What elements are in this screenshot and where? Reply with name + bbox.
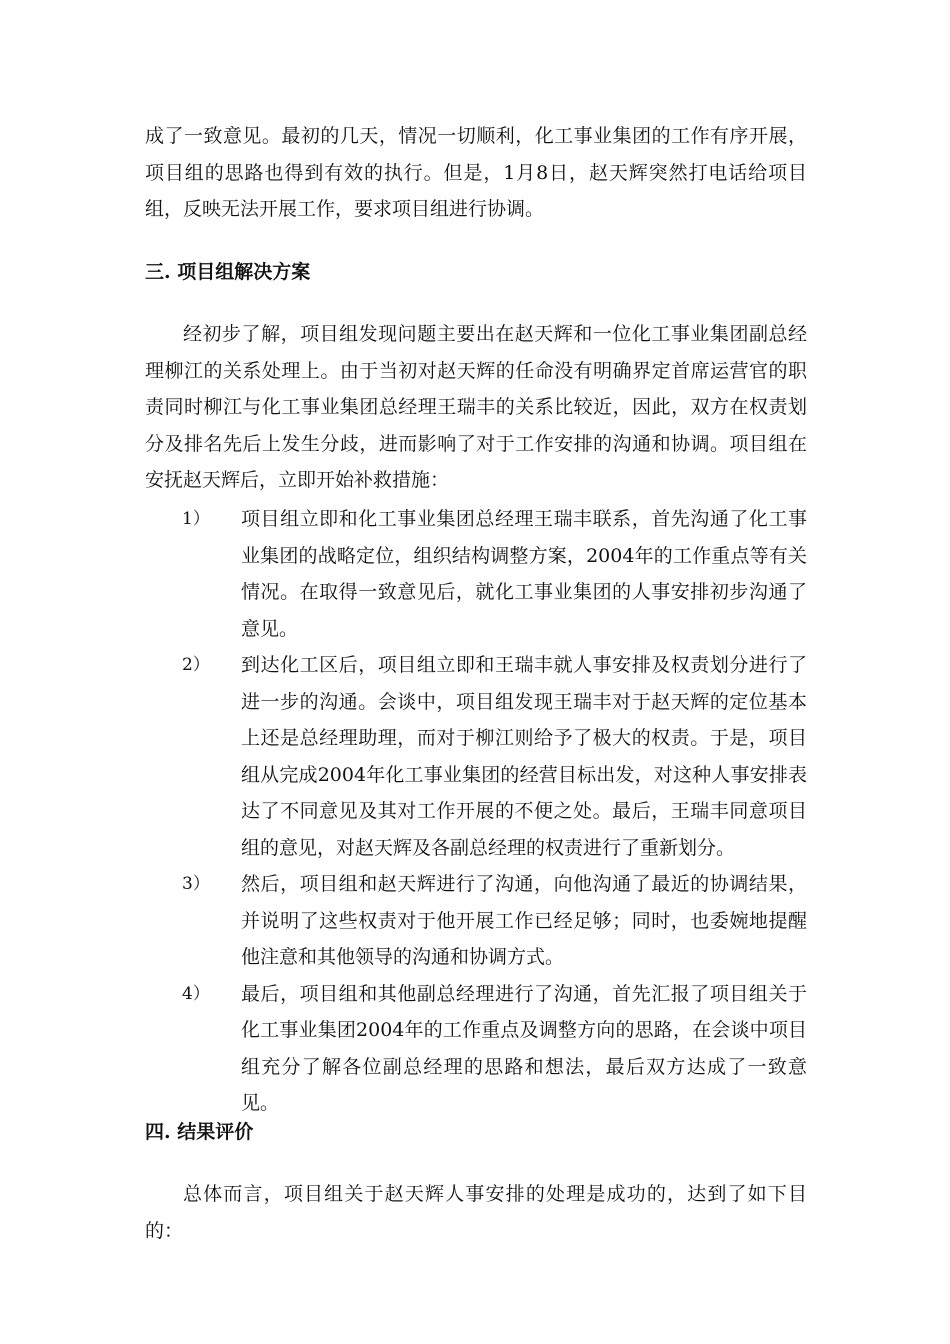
list-number: 2） bbox=[182, 655, 210, 675]
section-4-heading: 四. 结果评价 bbox=[145, 1121, 254, 1143]
section-3-heading: 三. 项目组解决方案 bbox=[145, 261, 311, 283]
list-item-text: 最后，项目组和其他副总经理进行了沟通，首先汇报了项目组关于化工事业集团2004年的工作重点及调整方向的思路，在会谈中项目组充分了解各位副总经理的思路和想法，最后双方达成了一致意见。 bbox=[241, 982, 807, 1114]
list-item-text: 然后，项目组和赵天辉进行了沟通，向他沟通了最近的协调结果，并说明了这些权责对于他开展工作已经足够；同时，也委婉地提醒他注意和其他领导的沟通和协调方式。 bbox=[241, 873, 807, 968]
list-item-3 bbox=[145, 866, 807, 976]
section-4-intro-paragraph: 总体而言，项目组关于赵天辉人事安排的处理是成功的，达到了如下目的： bbox=[145, 1183, 807, 1242]
remedial-measures-list bbox=[145, 501, 807, 1122]
list-number: 1） bbox=[182, 509, 210, 529]
list-item-text: 到达化工区后，项目组立即和王瑞丰就人事安排及权责划分进行了进一步的沟通。会谈中，项目组发现王瑞丰对于赵天辉的定位基本上还是总经理助理，而对于柳江则给予了极大的权责。于是，项目组从完成2004年化工事业集团的经营目标出发，对这种人事安排表达了不同意见及其对工作开展的不便之处。最后，王瑞丰同意项目组的意见，对赵天辉及各副总经理的权责进行了重新划分。 bbox=[241, 654, 807, 859]
list-item-2 bbox=[145, 647, 807, 866]
list-number: 3） bbox=[182, 874, 210, 894]
list-item-4 bbox=[145, 976, 807, 1122]
list-item-1 bbox=[145, 501, 807, 647]
list-number: 4） bbox=[182, 983, 210, 1004]
section-3-intro-paragraph: 经初步了解，项目组发现问题主要出在赵天辉和一位化工事业集团副总经理柳江的关系处理上。由于当初对赵天辉的任命没有明确界定首席运营官的职责同时柳江与化工事业集团总经理王瑞丰的关系比较近，因此，双方在权责划分及排名先后上发生分歧，进而影响了对于工作安排的沟通和协调。项目组在安抚赵天辉后，立即开始补救措施： bbox=[145, 323, 807, 491]
continued-paragraph: 成了一致意见。最初的几天，情况一切顺利，化工事业集团的工作有序开展，项目组的思路也得到有效的执行。但是，1月8日，赵天辉突然打电话给项目组，反映无法开展工作，要求项目组进行协调。 bbox=[145, 125, 807, 220]
list-item-text: 项目组立即和化工事业集团总经理王瑞丰联系，首先沟通了化工事业集团的战略定位，组织结构调整方案，2004年的工作重点等有关情况。在取得一致意见后，就化工事业集团的人事安排初步沟通了意见。 bbox=[241, 508, 807, 640]
